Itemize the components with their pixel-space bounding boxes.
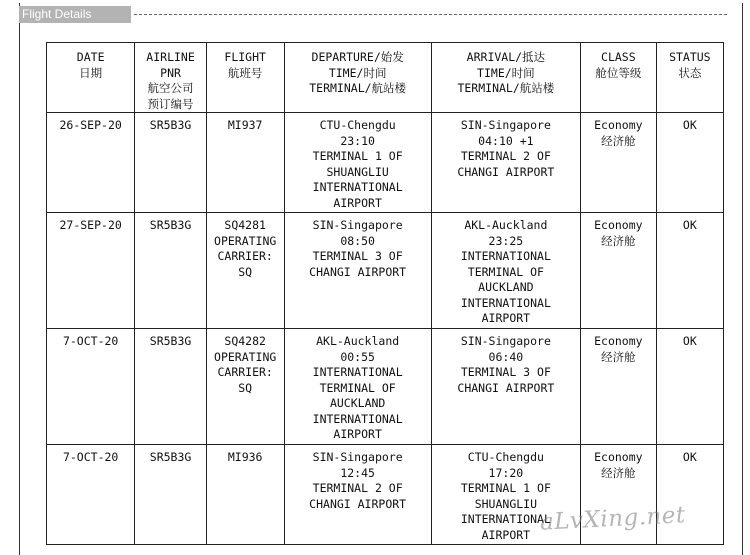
arrival-cell: SIN-Singapore 06:40 TERMINAL 3 OF CHANGI AIRPORT [431,329,580,445]
section-title: Flight Details [19,6,131,23]
flight-cell: SQ4282 OPERATING CARRIER: SQ [206,329,284,445]
date-cell: 26-SEP-20 [47,113,135,213]
status-cell: OK [656,113,723,213]
class-cell: Economy 经济舱 [581,445,657,545]
header-flight: FLIGHT 航班号 [206,43,284,113]
flight-cell: MI936 [206,445,284,545]
date-cell: 7-OCT-20 [47,445,135,545]
header-class: CLASS 舱位等级 [581,43,657,113]
table-row [47,329,724,445]
header-airline-pnr: AIRLINE PNR 航空公司 预订编号 [135,43,206,113]
pnr-cell: SR5B3G [135,213,206,329]
class-cell: Economy 经济舱 [581,213,657,329]
flight-details-table [46,42,724,545]
section-divider [134,14,727,15]
header-status: STATUS 状态 [656,43,723,113]
arrival-cell: CTU-Chengdu 17:20 TERMINAL 1 OF SHUANGLIU INTERNATIONAL AIRPORT [431,445,580,545]
pnr-cell: SR5B3G [135,113,206,213]
header-arrival: ARRIVAL/抵达 TIME/时间 TERMINAL/航站楼 [431,43,580,113]
table-row [47,213,724,329]
table-header-row [47,43,724,113]
status-cell: OK [656,329,723,445]
pnr-cell: SR5B3G [135,329,206,445]
departure-cell: CTU-Chengdu 23:10 TERMINAL 1 OF SHUANGLIU INTERNATIONAL AIRPORT [284,113,431,213]
status-cell: OK [656,445,723,545]
pnr-cell: SR5B3G [135,445,206,545]
date-cell: 7-OCT-20 [47,329,135,445]
departure-cell: SIN-Singapore 12:45 TERMINAL 2 OF CHANGI AIRPORT [284,445,431,545]
arrival-cell: AKL-Auckland 23:25 INTERNATIONAL TERMINAL OF AUCKLAND INTERNATIONAL AIRPORT [431,213,580,329]
header-departure: DEPARTURE/始发 TIME/时间 TERMINAL/航站楼 [284,43,431,113]
site-watermark: aLvXing.net [539,502,687,536]
class-cell: Economy 经济舱 [581,113,657,213]
flight-cell: SQ4281 OPERATING CARRIER: SQ [206,213,284,329]
departure-cell: SIN-Singapore 08:50 TERMINAL 3 OF CHANGI AIRPORT [284,213,431,329]
arrival-cell: SIN-Singapore 04:10 +1 TERMINAL 2 OF CHANGI AIRPORT [431,113,580,213]
status-cell: OK [656,213,723,329]
header-date: DATE 日期 [47,43,135,113]
table-row [47,113,724,213]
date-cell: 27-SEP-20 [47,213,135,329]
departure-cell: AKL-Auckland 00:55 INTERNATIONAL TERMINAL OF AUCKLAND INTERNATIONAL AIRPORT [284,329,431,445]
flight-cell: MI937 [206,113,284,213]
class-cell: Economy 经济舱 [581,329,657,445]
